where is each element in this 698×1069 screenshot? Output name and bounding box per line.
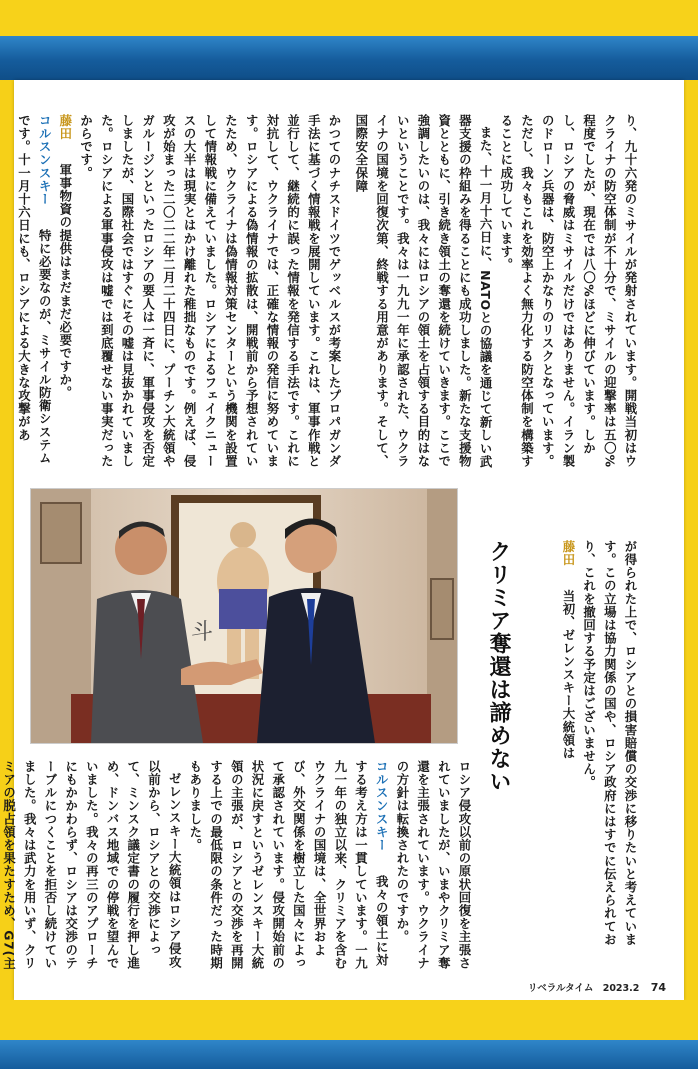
speaker-text: 当初、ゼレンスキー大統領は	[560, 589, 576, 760]
interview-photo	[30, 488, 458, 744]
section-heading: クリミア奪還は諦めない	[486, 540, 511, 793]
speaker-line	[184, 760, 391, 970]
speaker-line	[54, 114, 75, 474]
bottom-blue-band	[0, 1040, 698, 1069]
paragraph: ロシア侵攻以前の原状回復を主張されていましたが、いまやクリミア奪還を主張されています。ウクライナの方針は転換されたのですか。	[394, 760, 472, 970]
upper-left-column	[16, 114, 344, 474]
paragraph: が得られた上で、ロシアとの損害賠償の交渉に移りたいと考えています。この立場は協力関係の国や、ロシア政府にはすでに伝えられており、これを撤回する予定はございません。	[581, 540, 638, 947]
paragraph: かつてのナチスドイツでゲッベルスが考案したプロパガンダ手法に基づく情報戦を展開しています。これは、軍事作戦と並行して、継続的に誤った情報を発信する手法です。これに対抗して、ウクライナでは、正確な情報の発信に努めています。ロシアによる偽情報の拡散は、開戦前から予想されていたため、ウクライナは偽情報対策センターという機関を設置して情報戦に備えていました。ロシアによるフェイクニュースの大半は現実とはかけ離れた稚拙なものです。例えば、侵攻が始まった二〇二二年二月二十四日に、プーチン大統領やガルージンといったロシアの要人は一斉に、軍事侵攻を否定しましたが、国際社会ではすぐにその嘘は見抜かれていました。ロシアによる軍事侵攻は嘘では到底覆せない事実だったからです。	[78, 114, 342, 468]
top-yellow-band	[0, 0, 698, 36]
speaker-text: 軍事物資の提供はまだまだ必要ですか。	[57, 163, 73, 400]
magazine-page	[1, 80, 684, 1000]
speaker-line	[13, 114, 54, 474]
page-number: 74	[650, 981, 666, 994]
speaker-name-fujita: 藤田	[560, 540, 576, 567]
magazine-name: リベラルタイム	[527, 983, 594, 994]
paragraph: ゼレンスキー大統領はロシア侵攻以前から、ロシアとの交渉によって、ミンスク議定書の履行を押し進め、ドンバス地域での停戦を望んでいました。我々の再三のアプローチにもかかわらず、ロシアは交渉のテーブルにつくことを拒否し続けていました。我々は武力を用いず、クリミアの脱占領を果たすため、G7(主	[1, 760, 183, 970]
page-footer	[522, 980, 666, 994]
bottom-yellow-band	[0, 1000, 698, 1040]
paragraph: り、九十六発のミサイルが発射されています。開戦当初はウクライナの防空体制が不十分で、ミサイルの迎撃率は五〇%程度でしたが、現在では八〇%ほどに伸びています。しかし、ロシアの脅威はミサイルだけではありません。イラン製のドローン兵器は、防空上かなりのリスクとなっています。ただし、我々もこれを効率よく無力化する防空体制を構築することに成功しています。	[498, 114, 638, 468]
speaker-line	[557, 540, 578, 965]
speaker-name-fujita: 藤田	[57, 114, 73, 141]
paragraph: また、十一月十六日に、NATOとの協議を通じて新しい武器支援の枠組みを得ることにも成功しました。新たな支援物資とともに、引き続き領土の奪還を続けていきます。ここで強調したいのは、我々にはロシアの領土を占領する目的はないということです。我々は一九九一年に承認された、ウクライナの国境を回復次第、終戦する用意があります。そして、国際安全保障	[353, 114, 494, 469]
lower-left-column	[1, 760, 474, 970]
speaker-name-korsunsky: コルスンスキー	[374, 760, 390, 852]
upper-right-column	[353, 114, 640, 474]
lower-right-column	[514, 540, 640, 965]
issue-date: 2023.2	[602, 983, 640, 994]
speaker-text: 我々の領土に対する考え方は一貫しています。一九九一年の独立以来、クリミアを含むウクライナの国境は、全世界および、外交関係を樹立した国々によって承認されています。侵攻開始前の状況に戻すというゼレンスキー大統領の主張が、ロシアとの交渉を再開する上での最低限の条件だった時期もありました。	[187, 760, 390, 970]
photo-image	[31, 489, 457, 743]
svg-text:斗: 斗	[191, 620, 214, 645]
top-blue-band	[0, 36, 698, 80]
speaker-text: 特に必要なのが、ミサイル防衛システムです。十一月十六日にも、ロシアによる大きな攻撃があ	[16, 114, 53, 465]
speaker-name-korsunsky: コルスンスキー	[37, 114, 53, 206]
